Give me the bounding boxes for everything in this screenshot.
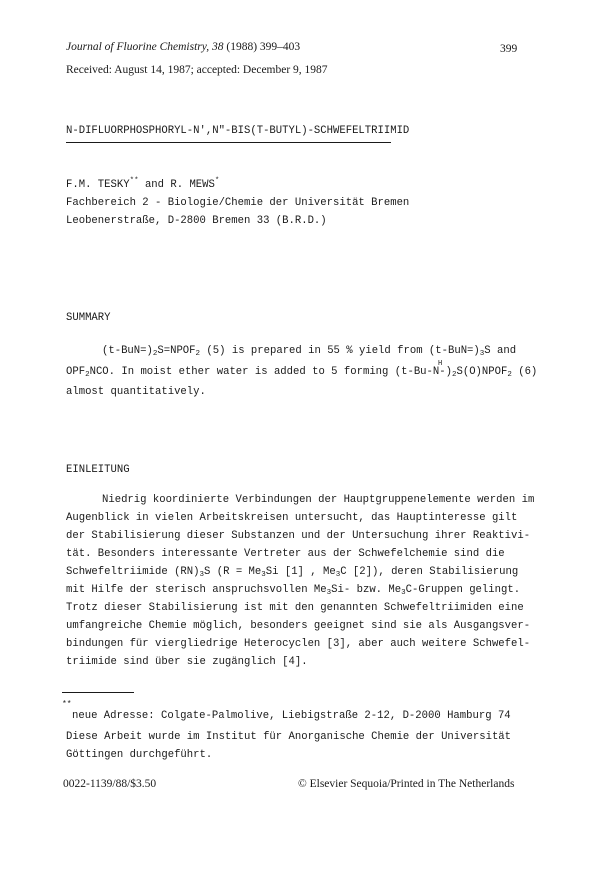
author-footnote-mark: ** <box>129 177 139 185</box>
body-line: Augenblick in vielen Arbeitskreisen untersucht, das Hauptinteresse gilt <box>66 512 518 524</box>
body-line: Niedrig koordinierte Verbindungen der Hauptgruppenelemente werden im <box>102 494 535 506</box>
subscript: 2 <box>195 350 201 358</box>
body-line: bindungen für viergliedrige Heterocyclen [3], aber auch weitere Schwefel- <box>66 638 531 650</box>
text-part: (5) is prepared in 55 % yield from (t-BuN=) <box>200 345 480 357</box>
text-part: S (R = Me <box>204 566 262 578</box>
author-tesky: F.M. TESKY <box>66 179 130 191</box>
author-mews: and R. MEWS <box>138 179 215 191</box>
footnote-address: neue Adresse: Colgate-Palmolive, Liebigstraße 2-12, D-2000 Hamburg 74 <box>72 710 511 722</box>
text-part: Si- bzw. Me <box>331 584 402 596</box>
affiliation-line-2: Leobenerstraße, D-2800 Bremen 33 (B.R.D.) <box>66 215 327 227</box>
text-part: NCO. In moist ether water is added to 5 forming (t-Bu-N-) <box>89 366 452 378</box>
summary-line-2 <box>66 366 537 378</box>
subscript: 2 <box>85 371 90 379</box>
text-part: Si [1] , Me <box>265 566 336 578</box>
publisher-line: © Elsevier Sequoia/Printed in The Netherlands <box>298 778 515 790</box>
text-part: Schwefeltriimide (RN) <box>66 566 200 578</box>
footnote-mark: ** <box>62 700 72 709</box>
article-title: N-DIFLUORPHOSPHORYL-N',N"-BIS(T-BUTYL)-SCHWEFELTRIIMID <box>66 125 410 137</box>
subscript: 2 <box>152 350 158 358</box>
footnote-note-1: Diese Arbeit wurde im Institut für Anorganische Chemie der Universität <box>66 731 512 743</box>
text-part: C [2]), deren Stabilisierung <box>340 566 519 578</box>
body-line: umfangreiche Chemie möglich, besonders geeignet sind sie als Ausgangsver- <box>66 620 531 632</box>
page-number: 399 <box>500 43 518 55</box>
text-part: S and <box>484 345 517 357</box>
affiliation-line-1: Fachbereich 2 - Biologie/Chemie der Universität Bremen <box>66 197 410 209</box>
journal-citation <box>66 41 300 53</box>
formula-part: OPF <box>66 366 86 378</box>
summary-line-3: almost quantitatively. <box>66 386 206 398</box>
subscript: 3 <box>335 571 341 579</box>
summary-line-1 <box>102 345 516 357</box>
body-line: Trotz dieser Stabilisierung ist mit den genannten Schwefeltriimiden eine <box>66 602 524 614</box>
authors <box>66 179 219 191</box>
corresponding-mark: * <box>214 177 220 185</box>
compound-number: (6) <box>511 366 538 378</box>
journal-name: Journal of Fluorine Chemistry, <box>66 41 212 53</box>
body-line: triimide sind über sie zugänglich [4]. <box>66 656 308 668</box>
body-line <box>66 566 518 578</box>
body-line <box>66 584 520 596</box>
received-dates: Received: August 14, 1987; accepted: December 9, 1987 <box>66 64 328 76</box>
formula-part: S=NPOF <box>157 345 196 357</box>
subscript: 3 <box>326 589 332 597</box>
formula-part: S(O)NPOF <box>456 366 508 378</box>
footnote-divider <box>62 692 134 693</box>
subscript: 3 <box>261 571 266 579</box>
issn-price-code: 0022-1139/88/$3.50 <box>63 778 157 790</box>
journal-pages: (1988) 399–403 <box>223 41 301 53</box>
subscript: 3 <box>479 350 485 358</box>
einleitung-heading: EINLEITUNG <box>66 464 130 476</box>
body-line: tät. Besonders interessante Vertreter aus der Schwefelchemie sind die <box>66 548 505 560</box>
subscript: 3 <box>401 589 406 597</box>
formula-part: (t-BuN=) <box>102 345 153 357</box>
title-underline <box>66 142 391 143</box>
summary-heading: SUMMARY <box>66 312 111 324</box>
text-part: mit Hilfe der sterisch anspruchsvollen Me <box>66 584 327 596</box>
subscript: 3 <box>199 571 205 579</box>
subscript: 2 <box>507 371 512 379</box>
text-part: C-Gruppen gelingt. <box>405 584 521 596</box>
journal-volume: 38 <box>211 41 224 53</box>
hydrogen-mark: H <box>438 360 443 368</box>
body-line: der Stabilisierung dieser Substanzen und der Untersuchung ihrer Reaktivi- <box>66 530 531 542</box>
subscript: 2 <box>451 371 457 379</box>
footnote-note-2: Göttingen durchgeführt. <box>66 749 213 761</box>
